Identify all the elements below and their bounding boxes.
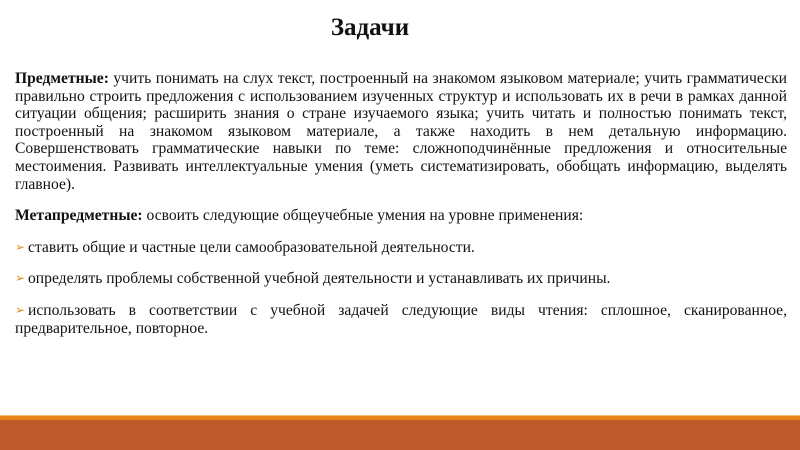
meta-subject-goals-label: Метапредметные:: [15, 207, 143, 225]
list-item-text: использовать в соответствии с учебной задачей следующие виды чтения: сплошное, сканированное, предварительное, повторное.: [15, 301, 787, 337]
slide-title: [0, 13, 800, 43]
list-item: [15, 302, 787, 337]
subject-goals-label: Предметные:: [15, 70, 109, 87]
arrow-bullet-icon: ➢: [15, 271, 26, 286]
arrow-bullet-icon: ➢: [15, 302, 26, 317]
meta-subject-goals-paragraph: [15, 207, 787, 225]
list-item-text: определять проблемы собственной учебной деятельности и устанавливать их причины.: [28, 270, 611, 288]
list-item: [15, 238, 787, 257]
list-item: [15, 270, 787, 288]
meta-subject-goals-text: освоить следующие общеучебные умения на уровне применения:: [142, 207, 584, 225]
meta-bullet-list: [15, 238, 787, 337]
arrow-bullet-icon: ➢: [15, 239, 26, 254]
slide-content: [15, 70, 787, 337]
slide-title-text: Задачи: [330, 14, 410, 41]
footer-band: [0, 420, 800, 450]
list-item-text: ставить общие и частные цели самообразовательной деятельности.: [28, 238, 475, 256]
subject-goals-paragraph: [15, 70, 787, 193]
subject-goals-text: учить понимать на слух текст, построенный на знакомом языковом материале; учить грамматически правильно строить предложения с использованием изученных структур и использовать их в речи в рамках данной ситуации общения; расширить знания о стране изучаемого языка; учить читать и полностью понимать текст, построенный на знакомом языковом материале, а также находить в нем детальную информацию. Совершенствовать грамматические навыки по теме: сложноподчинённые предложения и относительные местоимения. Развивать интеллектуальные умения (уметь систематизировать, обобщать информацию, выделять главное).: [15, 70, 787, 193]
